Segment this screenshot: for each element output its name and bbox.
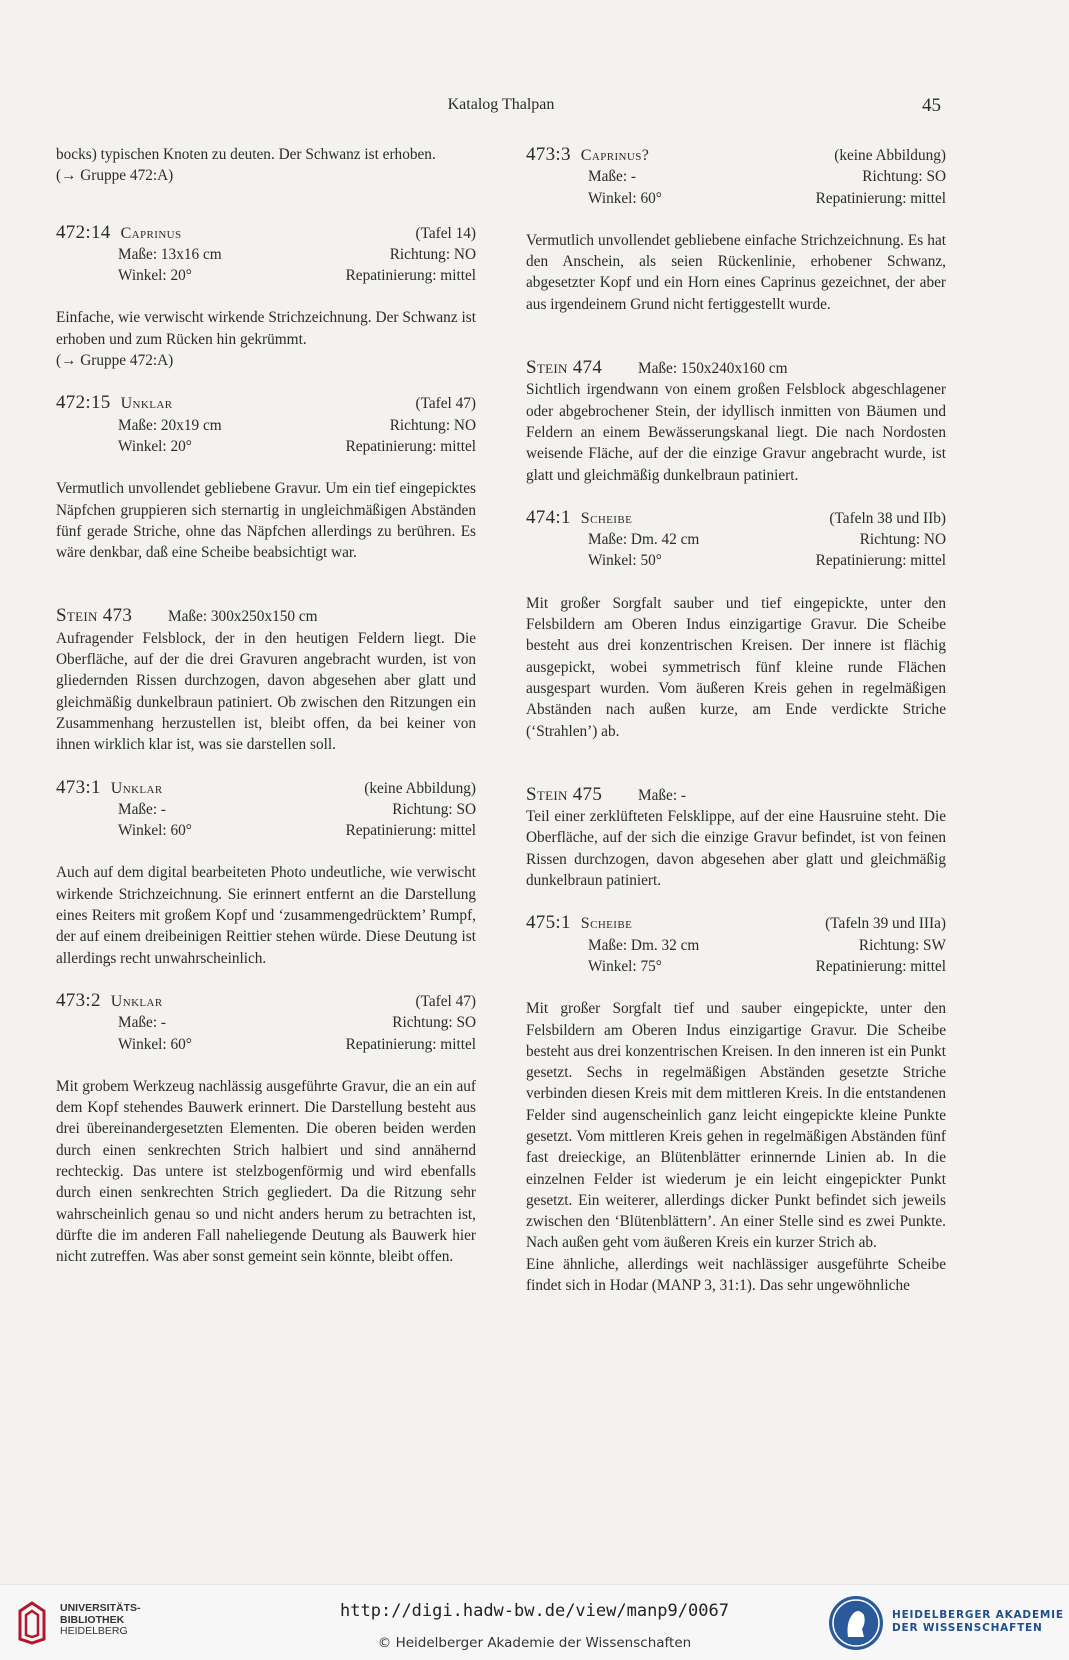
entry-text: Einfache, wie verwischt wirkende Strichzeichnung. Der Schwanz ist erhoben und zum Rücken hin gekrümmt. [56,309,476,348]
entry-winkel: Winkel: 50° [588,552,662,570]
entry-richtung: Richtung: SO [392,800,476,818]
entry-winkel: Winkel: 60° [588,189,662,207]
catalog-entry-473-2 [56,990,476,1268]
entry-winkel: Winkel: 20° [118,437,192,455]
entry-masse: Maße: 20x19 cm [118,416,222,434]
entry-name: Scheibe [580,509,633,527]
catalog-entry-472-15 [56,392,476,563]
entry-winkel: Winkel: 75° [588,957,662,975]
entry-id: 475:1 [526,912,571,934]
entry-text: Mit großer Sorgfalt sauber und tief eingepickte, unter den Felsbildern am Oberen Indus einzigartige Gravur. Die Scheibe besteht aus drei konzentrischen Kreisen. Der innere ist flächig ausgepickt, wobei symmetrisch fünf kleine runde Flächen ausgespart wurden. Vom äußeren Kreis gehen in regelmäßigen Abständen nach außen kurze, am Ende verdickte Striche (‘Strahlen’) ab. [526,594,946,740]
entry-repatinierung: Repatinierung: mittel [815,189,946,207]
running-title: Katalog Thalpan [447,96,555,113]
entry-richtung: Richtung: NO [389,245,476,263]
entry-masse: Maße: Dm. 42 cm [588,531,700,549]
catalog-entry-474-1 [526,507,946,742]
entry-text: Auch auf dem digital bearbeiteten Photo undeutliche, wie verwischt wirkende Strichzeichnung. Sie erinnert entfernt an die Darstellung eines Reiters mit großem Kopf und ‘zusammengedrücktem’ Rumpf, der auf einem dreibeinigen Reittier stehen würde. Diese Deutung ist allerdings recht unwahrscheinlich. [56,864,476,967]
entry-richtung: Richtung: SO [392,1014,476,1032]
academy-seal-icon [826,1593,886,1653]
entry-name: Unklar [120,395,173,413]
entry-repatinierung: Repatinierung: mittel [815,957,946,975]
entry-name: Caprinus [120,224,182,242]
entry-richtung: Richtung: SW [858,936,946,954]
group-reference: (→ Gruppe 472:A) [56,352,174,370]
catalog-entry-472-14 [56,222,476,372]
academy-line-2: DER WISSENSCHAFTEN [892,1622,1043,1634]
catalog-entry-473-1 [56,777,476,969]
stone-title: Stein 473 [56,605,133,627]
entry-plate: (keine Abbildung) [834,147,946,164]
intro-paragraph: bocks) typischen Knoten zu deuten. Der Schwanz ist erhoben. [56,146,436,163]
entry-id: 473:3 [526,144,571,165]
stone-dimensions: Maße: 150x240x160 cm [638,360,788,378]
entry-richtung: Richtung: SO [862,168,946,186]
footer-bar [0,1584,1069,1660]
entry-id: 473:1 [56,776,101,798]
stone-475 [526,784,946,891]
entry-winkel: Winkel: 20° [118,267,192,285]
entry-plate: (keine Abbildung) [364,779,476,797]
ub-line-1: UNIVERSITÄTS- [60,1602,141,1614]
academy-name [892,1609,1064,1635]
permalink-url[interactable]: http://digi.hadw-bw.de/view/manp9/0067 [340,1601,729,1621]
stone-description: Teil einer zerklüfteten Felsklippe, auf der eine Hausruine steht. Die Oberfläche, auf der sich die einzige Gravur befindet, ist von feinen Rissen durchzogen, davon abgesehen aber glatt und gleichmäßig dunkelbraun patiniert. [526,808,946,890]
left-column [56,144,476,1267]
entry-masse: Maße: 13x16 cm [118,245,222,263]
entry-text-continued: Eine ähnliche, allerdings weit nachlässiger ausgeführte Scheibe findet sich in Hodar (MANP 3, 31:1). Das sehr ungewöhnliche [526,1255,946,1295]
stone-474 [526,357,946,486]
entry-id: 474:1 [526,506,571,528]
academy-line-1: HEIDELBERGER AKADEMIE [892,1609,1064,1621]
stone-title: Stein 474 [526,357,603,379]
entry-plate: (Tafel 47) [415,395,476,413]
stone-title: Stein 475 [526,783,603,805]
entry-text: Mit grobem Werkzeug nachlässig ausgeführte Gravur, die an ein auf dem Kopf stehendes Bauwerk erinnert. Die Darstellung besteht aus drei übereinandergesetzten Elementen. Die oberen beiden werden durch einen senkrechten Strich halbiert und sind annähernd rechteckig. Das untere ist stelzbogenförmig und wird ebenfalls durch einen senkrechten Strich gegliedert. Da die Ritzung sehr wahrscheinlich genau so und nicht anders herum zu betrachten ist, dürfte die im anderen Fall naheliegende Deutung als Bauwerk hier nicht zutreffen. Was aber sonst gemeint sein könnte, bleibt offen. [56,1077,476,1266]
ub-line-2: BIBLIOTHEK [60,1613,125,1626]
ub-line-3: HEIDELBERG [60,1625,128,1637]
entry-masse: Maße: - [588,168,636,186]
entry-text: Vermutlich unvollendet gebliebene einfache Strichzeichnung. Es hat den Anschein, als seien Rückenlinie, erhobener Schwanz, abgesetzter Kopf und ein Horn eines Caprinus gezeichnet, der aber aus irgendeinem Grund nicht fertiggestellt wurde. [526,231,946,313]
entry-repatinierung: Repatinierung: mittel [345,267,476,285]
entry-id: 472:15 [56,392,111,414]
group-reference: (→ Gruppe 472:A) [56,167,174,185]
entry-winkel: Winkel: 60° [118,1035,192,1053]
entry-name: Unklar [110,779,163,797]
entry-richtung: Richtung: NO [389,416,476,434]
entry-masse: Maße: - [118,1014,166,1032]
entry-name: Caprinus? [580,147,650,164]
entry-name: Unklar [110,992,163,1010]
entry-plate: (Tafeln 39 und IIIa) [825,915,946,933]
entry-plate: (Tafel 47) [415,992,476,1010]
entry-id: 472:14 [56,221,111,243]
page-header [0,96,1069,122]
stone-description: Sichtlich irgendwann von einem großen Felsblock abgeschlagener oder abgebrochener Stein, der idyllisch inmitten von Bäumen und Feldern an einem Bewässerungskanal liegt. Die nach Nordosten weisende Fläche, auf der die einzige Gravur angebracht wurde, ist glatt und gleichmäßig dunkelbraun patiniert. [526,381,946,484]
entry-winkel: Winkel: 60° [118,822,192,840]
entry-repatinierung: Repatinierung: mittel [345,822,476,840]
entry-repatinierung: Repatinierung: mittel [345,1035,476,1053]
stone-dimensions: Maße: 300x250x150 cm [168,608,318,626]
entry-repatinierung: Repatinierung: mittel [815,552,946,570]
entry-text: Mit großer Sorgfalt tief und sauber eingepickte, unter den Felsbildern am Oberen Indus einzigartige Gravur. Die Scheibe besteht aus drei konzentrischen Kreisen. In den inneren ist ein Punkt gesetzt. Sechs in regelmäßigen Abständen gesetzte Striche verbinden diesen Kreis mit dem mittleren Kreis. In die entstandenen Felder sind augenscheinlich ganz leicht eingepickte kleine Punkte gesetzt. Vom mittleren Kreis gehen in regelmäßigen Abständen fünf fast dreieckige, an Blütenblätter erinnernde Linien ab. In die einzelnen Felder ist wiederum je ein leicht eingepickter Punkt gesetzt. Ein weiterer, allerdings dicker Punkt befindet sich jeweils zwischen den ‘Blütenblättern’. An einer Stelle sind es zwei Punkte. Nach außen geht vom äußeren Kreis ein kurzer Strich ab. [526,1000,946,1252]
catalog-entry-473-3 [526,144,946,315]
entry-masse: Maße: Dm. 32 cm [588,936,700,954]
page-number: 45 [922,95,941,116]
entry-repatinierung: Repatinierung: mittel [345,437,476,455]
entry-name: Scheibe [580,915,633,933]
stone-dimensions: Maße: - [638,786,686,804]
stone-473 [56,605,476,755]
entry-id: 473:2 [56,989,101,1011]
entry-richtung: Richtung: NO [859,531,946,549]
right-column [526,144,946,1296]
copyright-notice: © Heidelberger Akademie der Wissenschaften [377,1635,692,1651]
entry-text: Vermutlich unvollendet gebliebene Gravur. Um ein tief eingepicktes Näpfchen gruppieren sich sternartig in ungleichmäßigen Abständen fünf gerade Striche, ohne das Näpfchen allerdings zu berühren. Es wäre denkbar, daß eine Scheibe beabsichtigt war. [56,480,476,562]
entry-plate: (Tafeln 38 und IIb) [829,509,946,527]
catalog-entry-475-1 [526,912,946,1296]
stone-description: Aufragender Felsblock, der in den heutigen Feldern liegt. Die Oberfläche, auf der die drei Gravuren angebracht wurden, ist von gliedernden Rissen durchzogen, davon abgesehen aber glatt und gleichmäßig dunkelbraun patiniert. Ob zwischen den Ritzungen ein Zusammenhang herzustellen ist, bleibt offen, da bei keiner von ihnen wirklich klar ist, was sie darstellen soll. [56,629,476,754]
entry-plate: (Tafel 14) [415,224,476,242]
entry-masse: Maße: - [118,800,166,818]
